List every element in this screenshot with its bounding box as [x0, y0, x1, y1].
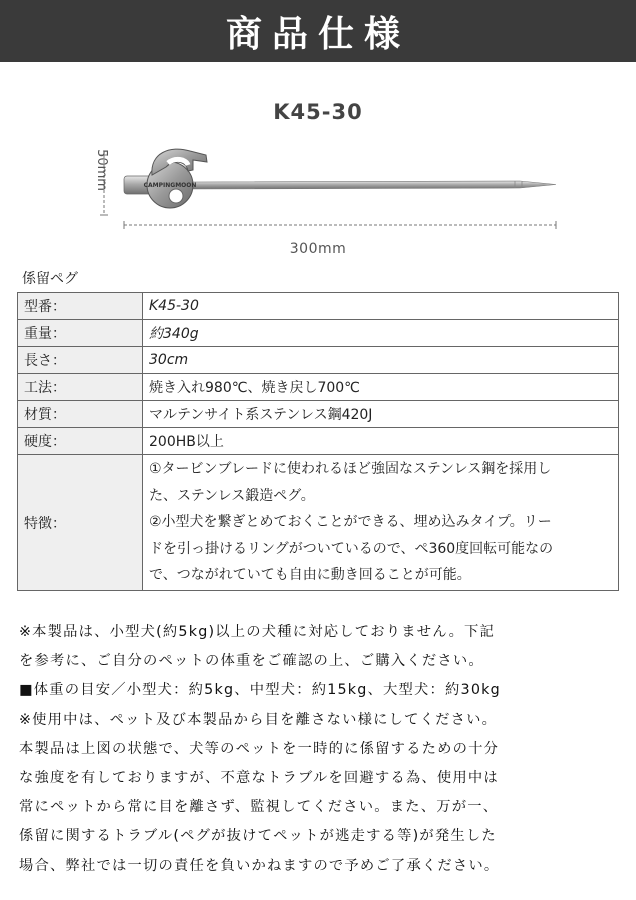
- peg-head: [124, 149, 207, 208]
- width-dimension-label: 300mm: [289, 241, 347, 257]
- spec-label: 重量：: [18, 320, 143, 347]
- note-line: 場合、弊社では一切の責任を負いかねますので予めご了承ください。: [19, 857, 500, 874]
- note-line: ※本製品は、小型犬(約5kg)以上の犬種に対応しておりません。下記: [19, 624, 496, 640]
- model-title: K45-30: [273, 100, 363, 124]
- width-dimension-line: [124, 221, 556, 229]
- feature-line: ドを引っ掛けるリングがついているので、ペ360度回転可能なの: [149, 540, 554, 557]
- spec-value: 30cm: [143, 347, 619, 374]
- spec-row-features: [18, 455, 619, 591]
- spec-row-process: [18, 374, 619, 401]
- peg-shaft: [190, 181, 556, 189]
- banner-title: 商品仕様: [225, 13, 410, 55]
- spec-label: 長さ：: [18, 347, 143, 374]
- height-dimension-label: 50mm: [94, 149, 109, 191]
- feature-line: ①タービンブレードに使われるほど強固なステンレス鋼を採用し: [149, 461, 552, 478]
- feature-description: [143, 455, 619, 591]
- caution-notes: [19, 618, 623, 881]
- spec-value: 200HB以上: [143, 428, 619, 455]
- spec-caption: 係留ペグ: [22, 271, 78, 287]
- spec-table: [17, 292, 619, 591]
- spec-value: マルテンサイト系ステンレス鋼420J: [143, 401, 619, 428]
- spec-row-hardness: [18, 428, 619, 455]
- feature-line: た、ステンレス鍛造ペグ。: [149, 487, 315, 504]
- spec-value: 約340g: [143, 320, 619, 347]
- note-line: ※使用中は、ペット及び本製品から目を離さない様にしてください。: [19, 711, 498, 728]
- note-line: 常にペットから常に目を離さず、監視してください。また、万が一、: [19, 799, 499, 816]
- note-line: ■体重の目安／小型犬：約5kg、中型犬：約15kg、大型犬：約30kg: [19, 682, 501, 699]
- note-line: 係留に関するトラブル(ペグが抜けてペットが逃走する等)が発生した: [19, 828, 497, 845]
- spec-label: 特徴：: [18, 455, 143, 591]
- spec-row-material: [18, 401, 619, 428]
- feature-line: ②小型犬を繋ぎとめておくことができる、埋め込みタイプ。リー: [149, 514, 552, 531]
- spec-row-weight: [18, 320, 619, 347]
- spec-label: 工法：: [18, 374, 143, 401]
- spec-value: 焼き入れ980℃、焼き戻し700℃: [143, 374, 619, 401]
- spec-row-length: [18, 347, 619, 374]
- spec-value: K45-30: [143, 293, 619, 320]
- spec-label: 材質：: [18, 401, 143, 428]
- feature-line: で、つながれていても自由に動き回ることが可能。: [149, 567, 471, 584]
- note-line: を参考に、ご自分のペットの体重をご確認の上、ご購入ください。: [19, 653, 484, 670]
- note-line: な強度を有しておりますが、不意なトラブルを回避する為、使用中は: [19, 770, 499, 787]
- spec-row-model: [18, 293, 619, 320]
- spec-label: 型番：: [18, 293, 143, 320]
- header-banner: [0, 0, 636, 62]
- brand-engraving: CAMPINGMOON: [143, 182, 197, 189]
- note-line: 本製品は上図の状態で、犬等のペットを一時的に係留するための十分: [19, 740, 500, 757]
- spec-label: 硬度：: [18, 428, 143, 455]
